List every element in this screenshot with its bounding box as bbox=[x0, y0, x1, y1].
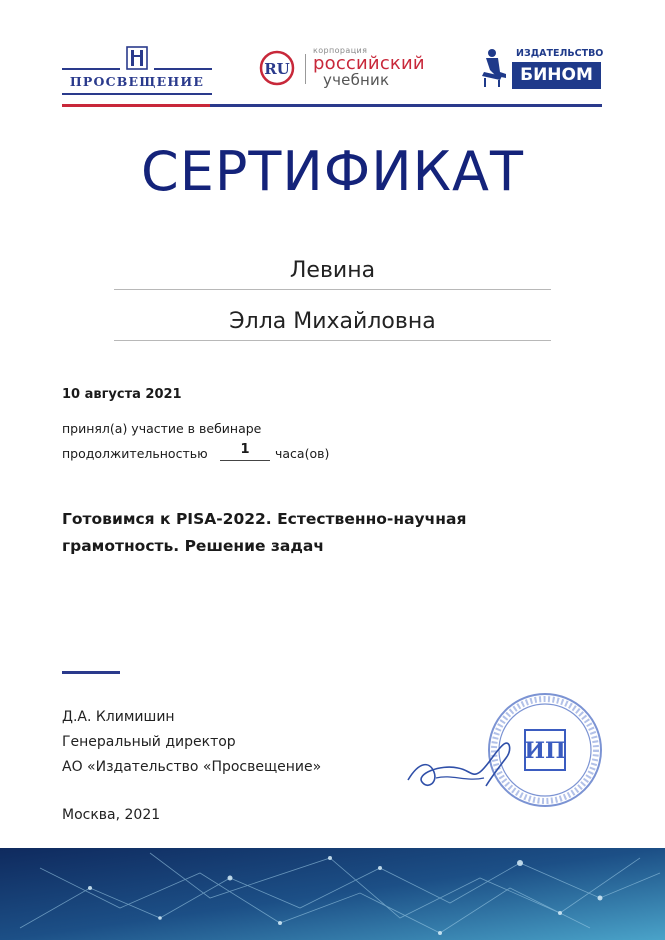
logo-separator bbox=[305, 54, 306, 84]
binom-logo-name: БИНОМ bbox=[512, 62, 601, 89]
prosveshchenie-logo bbox=[62, 46, 212, 96]
russian-textbook-logo bbox=[259, 46, 439, 90]
logo-underline bbox=[62, 93, 212, 95]
book-emblem-icon bbox=[125, 46, 149, 70]
ru-logo-line2: учебник bbox=[323, 71, 390, 89]
header-divider bbox=[62, 104, 602, 107]
ru-circle-icon bbox=[259, 50, 299, 86]
reader-silhouette-icon bbox=[478, 48, 510, 88]
place-year: Москва, 2021 bbox=[62, 807, 161, 823]
stamp-mark: ИП bbox=[524, 738, 566, 764]
footer-network-band bbox=[0, 848, 665, 940]
handwritten-signature bbox=[400, 720, 530, 800]
logo-rule-right bbox=[154, 68, 212, 70]
prosveshchenie-logo-text: ПРОСВЕЩЕНИЕ bbox=[69, 74, 205, 89]
binom-logo-small: ИЗДАТЕЛЬСТВО bbox=[516, 48, 604, 59]
recipient-surname: Левина bbox=[114, 258, 551, 290]
certificate-date: 10 августа 2021 bbox=[62, 387, 182, 402]
recipient-name: Элла Михайловна bbox=[114, 309, 551, 341]
webinar-title: Готовимся к PISA-2022. Естественно-научная грамотность. Решение задач bbox=[62, 510, 467, 555]
certificate-title: СЕРТИФИКАТ bbox=[141, 140, 524, 203]
signatory-company: АО «Издательство «Просвещение» bbox=[62, 759, 322, 775]
signatory-name: Д.А. Климишин bbox=[62, 709, 175, 725]
duration-label: продолжительностью bbox=[62, 446, 208, 461]
signature-rule bbox=[62, 671, 120, 674]
ru-logo-small: корпорация bbox=[313, 46, 368, 55]
ru-circle-mark: RU bbox=[264, 60, 290, 78]
logo-rule-left bbox=[62, 68, 120, 70]
duration-value: 1 bbox=[220, 442, 270, 461]
participation-text: принял(а) участие в вебинаре bbox=[62, 421, 262, 436]
ru-logo-line1: российский bbox=[313, 53, 425, 74]
duration-unit: часа(ов) bbox=[275, 446, 330, 461]
binom-logo bbox=[478, 46, 603, 90]
signatory-position: Генеральный директор bbox=[62, 734, 236, 750]
